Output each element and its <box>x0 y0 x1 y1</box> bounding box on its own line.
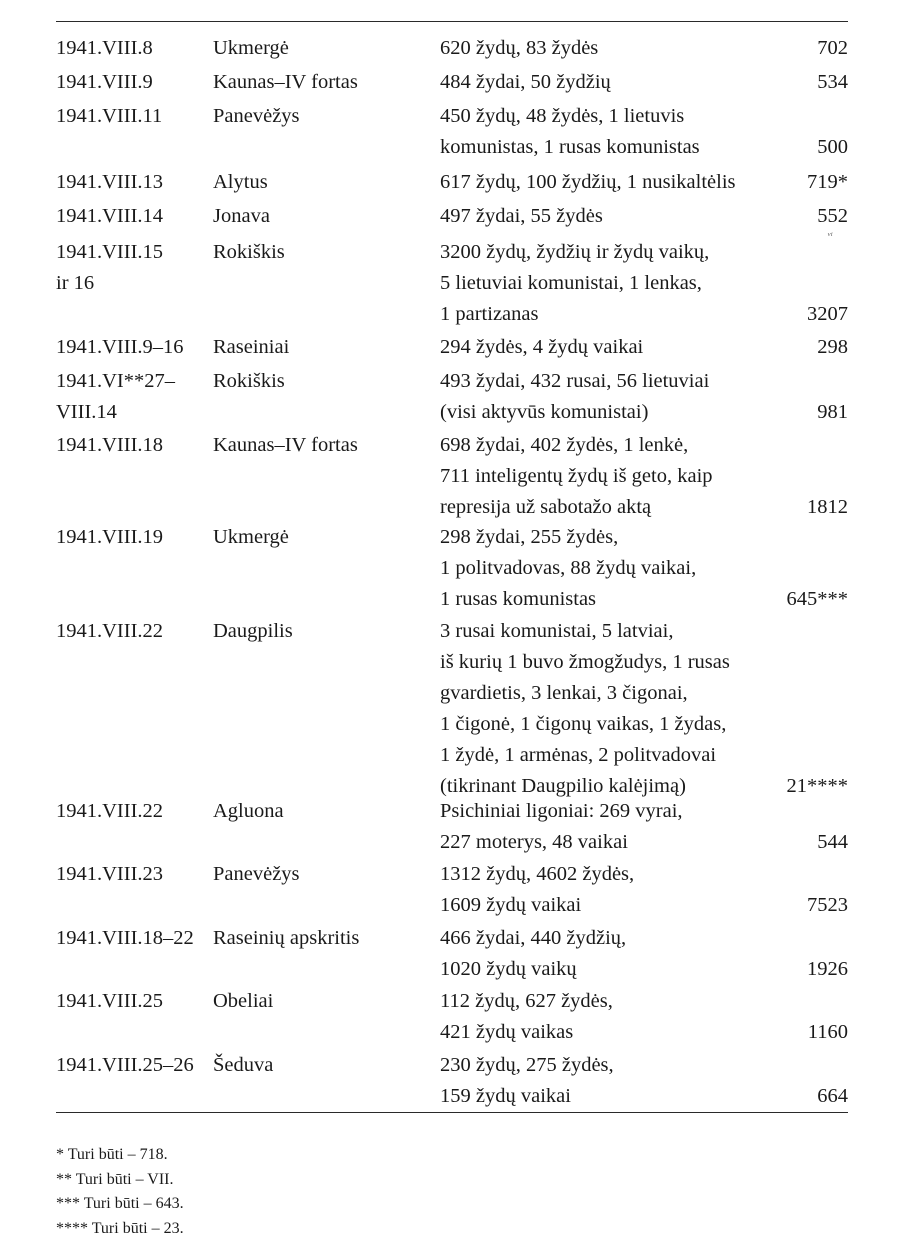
row-place: Panevėžys <box>213 863 300 885</box>
footnotes <box>56 1143 184 1241</box>
top-rule <box>56 21 848 22</box>
row-place: Rokiškis <box>213 241 285 263</box>
row-date: 1941.VI**27– VIII.14 <box>56 370 176 423</box>
row-total: 702 <box>817 37 848 59</box>
footnote: *** Turi būti – 643. <box>56 1195 184 1212</box>
row-date: 1941.VIII.14 <box>56 205 164 227</box>
row-place: Kaunas–IV fortas <box>213 434 358 456</box>
row-total: 3207 <box>807 303 848 325</box>
row-date: 1941.VIII.11 <box>56 105 163 127</box>
row-description: 493 žydai, 432 rusai, 56 lietuviai (visi aktyvūs komunistai) <box>440 370 710 423</box>
row-total: 7523 <box>807 894 848 916</box>
row-total: 664 <box>817 1085 848 1107</box>
row-place: Jonava <box>213 205 270 227</box>
footnote: ** Turi būti – VII. <box>56 1170 174 1188</box>
row-total: 645*** <box>786 588 848 610</box>
row-total: 21**** <box>786 775 848 797</box>
footnote: * Turi būti – 718. <box>56 1146 168 1163</box>
handwritten-margin-mark: ᵥᵢ <box>828 226 833 238</box>
row-date: 1941.VIII.22 <box>56 620 164 642</box>
row-date: 1941.VIII.25–26 <box>56 1054 194 1076</box>
row-total: 298 <box>817 336 848 358</box>
row-date: 1941.VIII.8 <box>56 37 153 59</box>
row-date: 1941.VIII.18 <box>56 434 164 456</box>
row-place: Rokiškis <box>213 370 285 392</box>
row-place: Raseiniai <box>213 336 290 358</box>
row-place: Panevėžys <box>213 105 300 127</box>
row-total: 1926 <box>807 958 848 980</box>
row-place: Obeliai <box>213 990 274 1012</box>
row-place: Raseinių apskritis <box>213 927 360 949</box>
row-description: 698 žydai, 402 žydės, 1 lenkė, 711 inteligentų žydų iš geto, kaip represija už sabotažo aktą <box>440 434 713 518</box>
row-description: 230 žydų, 275 žydės, 159 žydų vaikai <box>440 1054 614 1107</box>
row-total: 981 <box>817 401 848 423</box>
row-description: 450 žydų, 48 žydės, 1 lietuvis komunistas, 1 rusas komunistas <box>440 105 700 158</box>
row-description: 620 žydų, 83 žydės <box>440 37 599 59</box>
row-total: 1160 <box>807 1021 848 1043</box>
row-total: 719* <box>807 171 848 193</box>
row-description: 484 žydai, 50 žydžių <box>440 71 611 93</box>
row-description: 298 žydai, 255 žydės, 1 politvadovas, 88 žydų vaikai, 1 rusas komunistas <box>440 526 697 610</box>
row-total: 544 <box>817 831 848 853</box>
row-place: Alytus <box>213 171 268 193</box>
row-total: 552 <box>817 205 848 227</box>
footnote: **** Turi būti – 23. <box>56 1219 184 1237</box>
row-date: 1941.VIII.15 ir 16 <box>56 241 164 294</box>
row-total: 534 <box>817 71 848 93</box>
row-description: 3200 žydų, žydžių ir žydų vaikų, 5 lietuviai komunistai, 1 lenkas, 1 partizanas <box>440 241 710 325</box>
row-description: 1312 žydų, 4602 žydės, 1609 žydų vaikai <box>440 863 635 916</box>
row-description: Psichiniai ligoniai: 269 vyrai, 227 moterys, 48 vaikai <box>440 800 683 853</box>
row-description: 466 žydai, 440 žydžių, 1020 žydų vaikų <box>440 927 627 980</box>
row-total: 1812 <box>807 496 848 518</box>
row-date: 1941.VIII.18–22 <box>56 927 194 949</box>
row-date: 1941.VIII.13 <box>56 171 164 193</box>
row-description: 617 žydų, 100 žydžių, 1 nusikaltėlis <box>440 171 736 193</box>
row-date: 1941.VIII.9 <box>56 71 153 93</box>
row-description: 497 žydai, 55 žydės <box>440 205 603 227</box>
row-description: 112 žydų, 627 žydės, 421 žydų vaikas <box>440 990 613 1043</box>
row-place: Šeduva <box>213 1054 274 1076</box>
row-total: 500 <box>817 136 848 158</box>
row-place: Agluona <box>213 800 284 822</box>
row-place: Kaunas–IV fortas <box>213 71 358 93</box>
row-date: 1941.VIII.9–16 <box>56 336 184 358</box>
row-place: Daugpilis <box>213 620 293 642</box>
row-date: 1941.VIII.22 <box>56 800 164 822</box>
row-date: 1941.VIII.25 <box>56 990 164 1012</box>
row-description: 3 rusai komunistai, 5 latviai, iš kurių 1 buvo žmogžudys, 1 rusas gvardietis, 3 lenkai, 3 čigonai, 1 čigonė, 1 čigonų vaikas, 1 žydas, 1 žydė, 1 armėnas, 2 politvadovai (tikrinant Daugpilio kalėjimą) <box>440 620 730 797</box>
row-description: 294 žydės, 4 žydų vaikai <box>440 336 644 358</box>
row-place: Ukmergė <box>213 37 289 59</box>
row-date: 1941.VIII.23 <box>56 863 164 885</box>
bottom-rule <box>56 1112 848 1113</box>
row-place: Ukmergė <box>213 526 289 548</box>
row-date: 1941.VIII.19 <box>56 526 164 548</box>
